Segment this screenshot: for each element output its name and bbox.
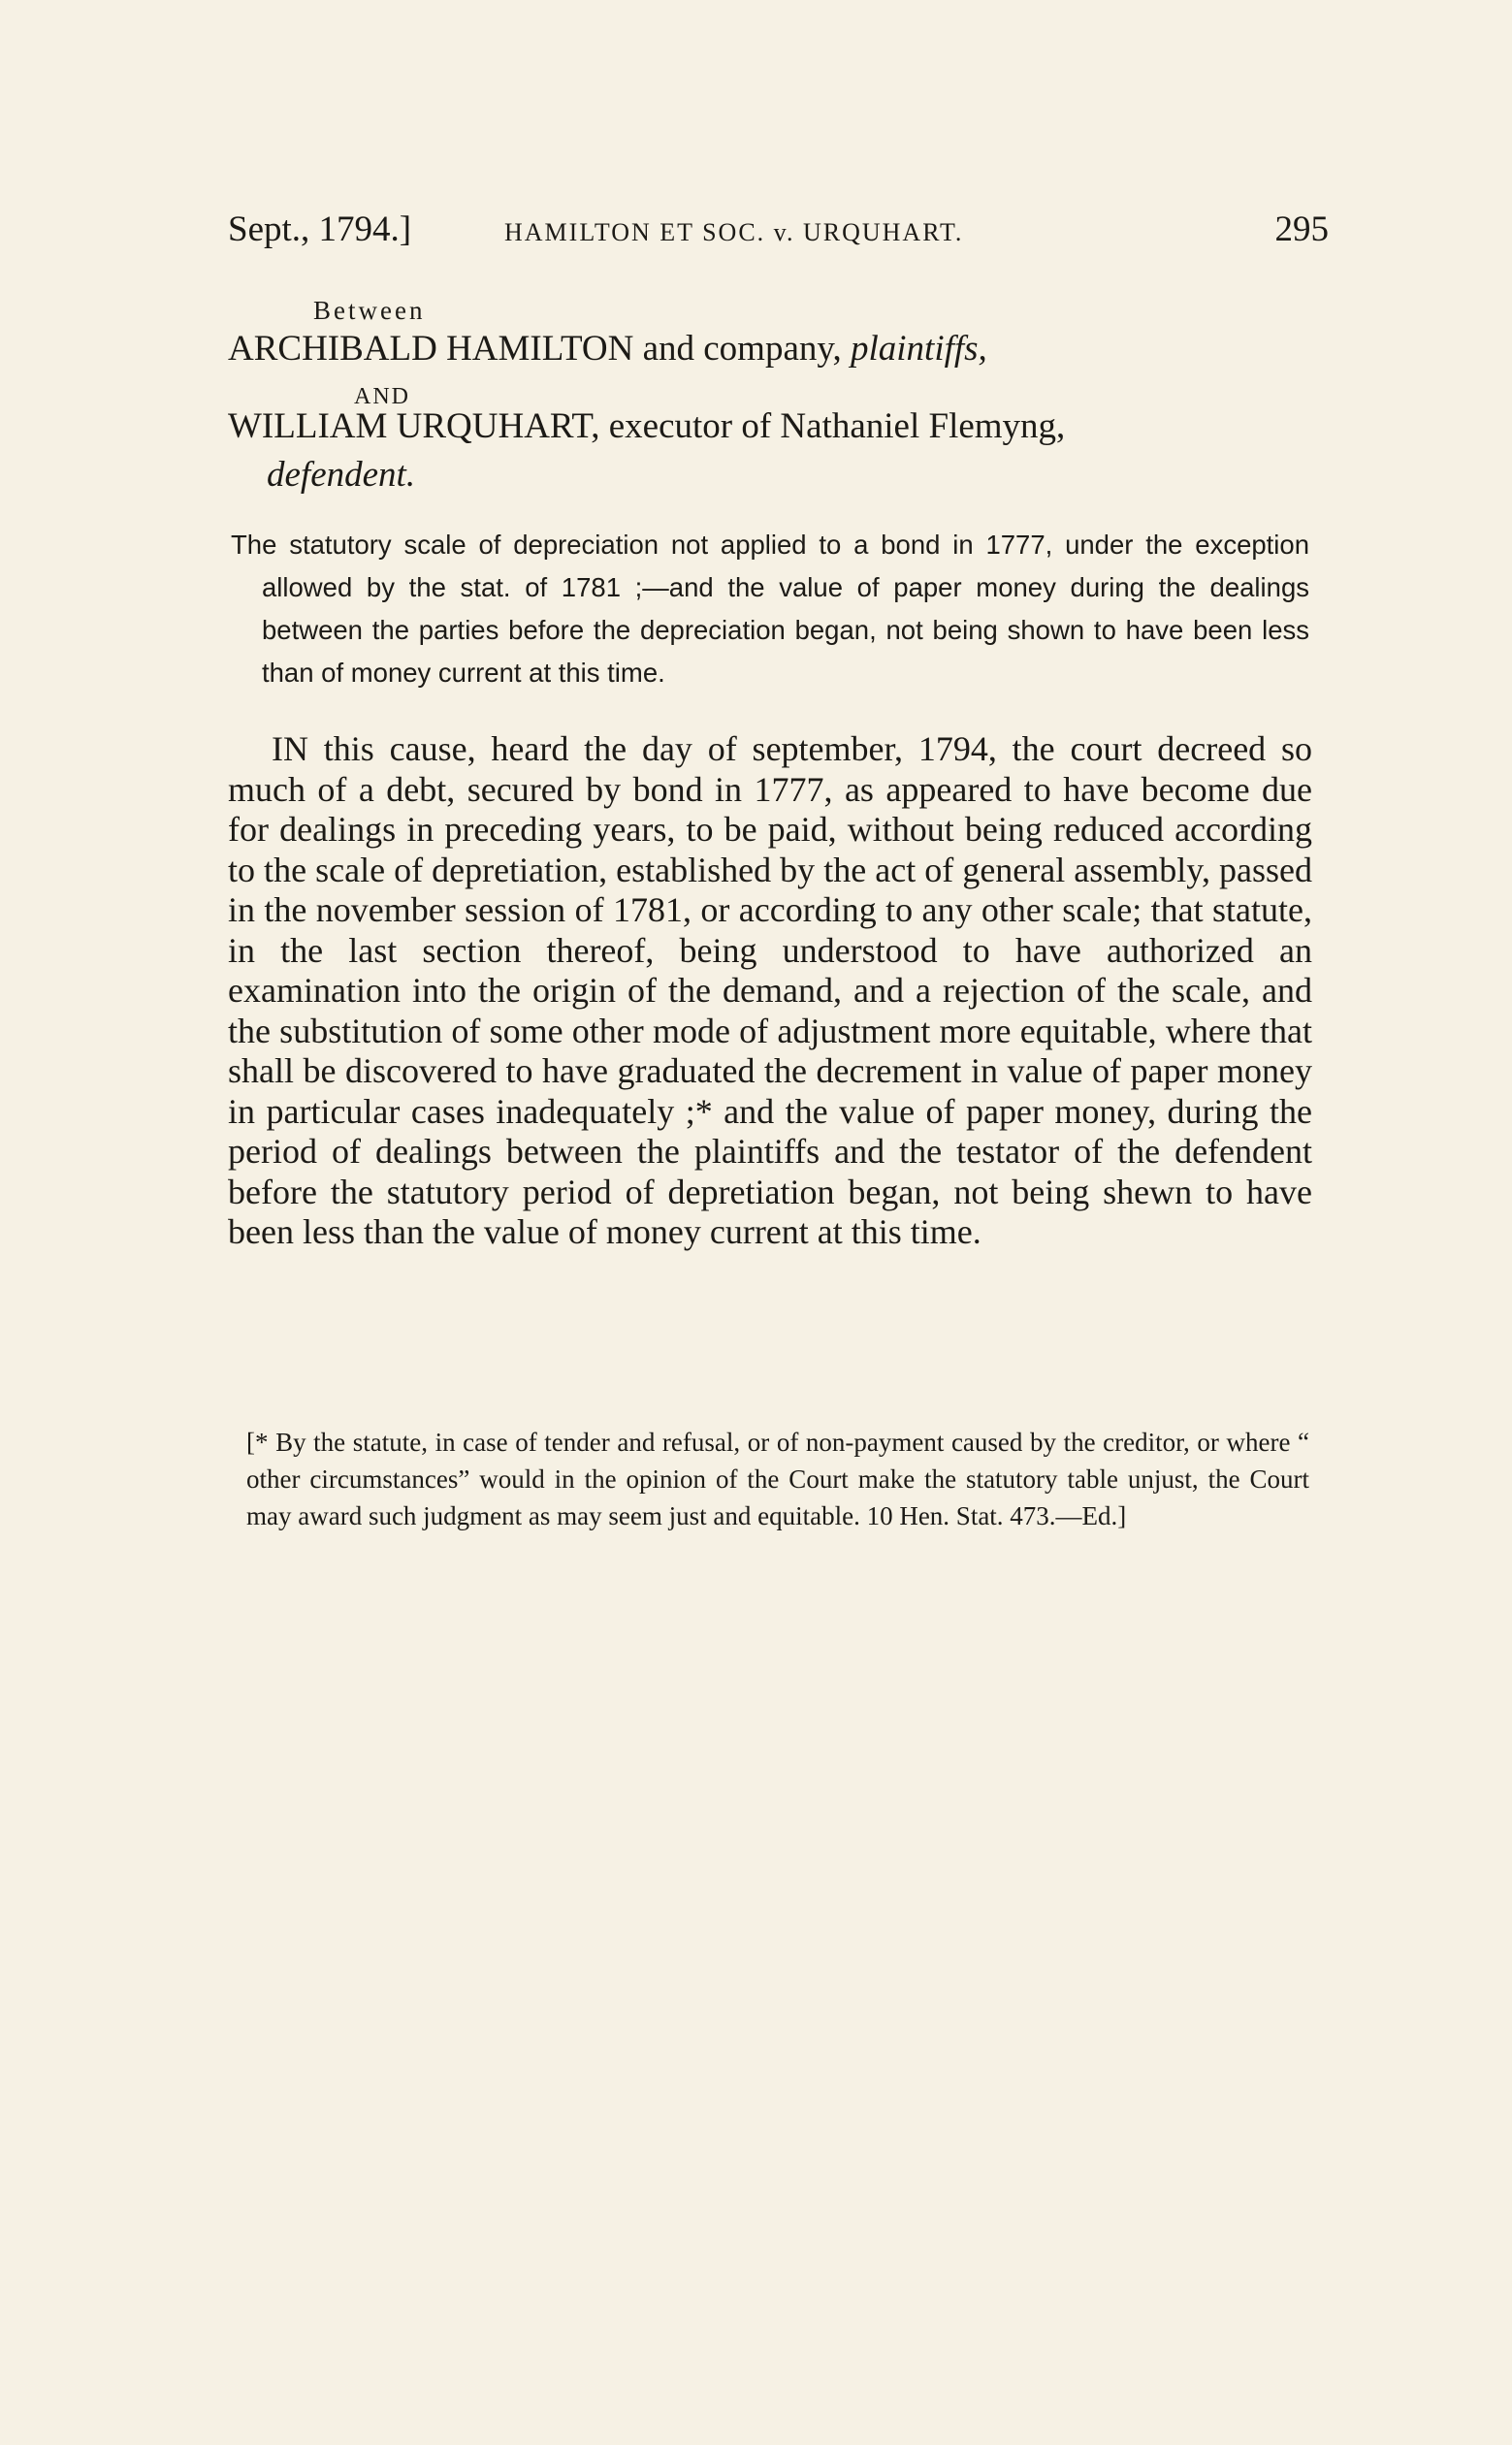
headnote-text: The statutory scale of depreciation not applied to a bond in 1777, under the exception allowed by the stat. of 1781 ;—and the value of paper money during the dealings between the parties before the depreciation began, not being shown to have been less than of money current at this time.: [231, 530, 1309, 688]
footnote: [215, 1424, 1309, 1534]
caption-and: AND: [354, 384, 410, 409]
plaintiff-name: ARCHIBALD HAMILTON and company,: [228, 329, 842, 369]
opinion-paragraph: IN this cause, heard the day of september, 1794, the court decreed so much of a debt, secured by bond in 1777, as appeared to have become due for dealings in preceding years, to be paid, without being reduced according to the scale of depretiation, established by the act of general assembly, passed in the november session of 1781, or according to any other scale; that statute, in the last section thereof, being understood to have authorized an examination into the origin of the demand, and a rejection of the scale, and the substitution of some other mode of adjustment more equitable, where that shall be discovered to have graduated the decrement in value of paper money in particular cases inadequately ;* and the value of paper money, during the period of dealings between the plaintiffs and the testator of the defendent before the statutory period of depretiation began, not being shewn to have been less than the value of money current at this time.: [228, 729, 1312, 1251]
defendant-name: WILLIAM URQUHART, executor of Nathaniel Flemyng,: [228, 406, 1066, 446]
plaintiff-role: plaintiffs,: [850, 329, 987, 369]
headnote: [231, 524, 1309, 694]
page-number: 295: [1274, 209, 1329, 249]
running-title: HAMILTON ET SOC. v. URQUHART.: [504, 218, 964, 246]
running-header: [228, 209, 1329, 267]
footnote-text: [* By the statute, in case of tender and refusal, or of non-payment caused by the creditor, or where “ other circumstances” would in the opinion of the Court make the statutory table unjust, the Court may award such judgment as may seem just and equitable. 10 Hen. Stat. 473.—Ed.]: [246, 1428, 1309, 1530]
opinion-body: [228, 729, 1312, 1253]
caption-plaintiff: [228, 328, 987, 370]
caption-between: Between: [313, 296, 426, 325]
defendant-role: defendent.: [267, 455, 416, 495]
header-date: Sept., 1794.]: [228, 209, 412, 249]
